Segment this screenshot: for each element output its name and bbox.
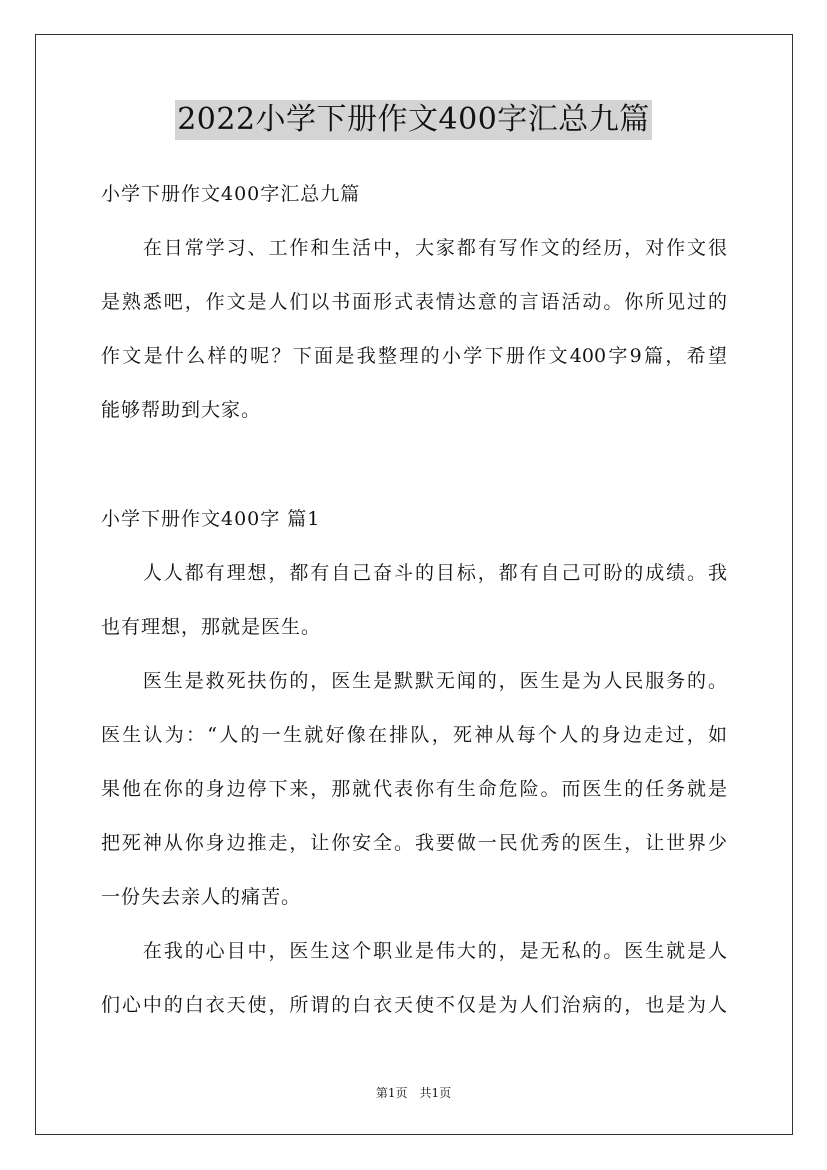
- paragraph-line: 是熟悉吧，作文是人们以书面形式表情达意的言语活动。你所见过的: [101, 291, 727, 313]
- paragraph-line: 医生是救死扶伤的，医生是默默无闻的，医生是为人民服务的。: [101, 670, 727, 692]
- paragraph-line: 一份失去亲人的痛苦。: [101, 886, 302, 908]
- paragraph-line: 医生认为：“人的一生就好像在排队，死神从每个人的身边走过，如: [101, 724, 727, 746]
- paragraph-line: 在日常学习、工作和生活中，大家都有写作文的经历，对作文很: [101, 237, 727, 259]
- paragraph-line: 人人都有理想，都有自己奋斗的目标，都有自己可盼的成绩。我: [101, 562, 727, 584]
- paragraph-line: 在我的心目中，医生这个职业是伟大的，是无私的。医生就是人: [101, 940, 727, 962]
- title-wrap: [0, 100, 827, 140]
- paragraph-line: 作文是什么样的呢？下面是我整理的小学下册作文400字9篇，希望: [101, 345, 727, 367]
- document-title: 2022小学下册作文400字汇总九篇: [175, 100, 652, 140]
- paragraph-line: 把死神从你身边推走，让你安全。我要做一民优秀的医生，让世界少: [101, 832, 727, 854]
- page-footer: 第1页 共1页: [375, 1086, 452, 1100]
- paragraph-line: 果他在你的身边停下来，那就代表你有生命危险。而医生的任务就是: [101, 778, 727, 800]
- section-heading: 小学下册作文400字 篇1: [101, 508, 321, 530]
- paragraph-line: 能够帮助到大家。: [101, 399, 262, 421]
- paragraph-line: 们心中的白衣天使，所谓的白衣天使不仅是为人们治病的，也是为人: [101, 994, 727, 1016]
- subtitle-line: 小学下册作文400字汇总九篇: [101, 183, 361, 205]
- paragraph-line: 也有理想，那就是医生。: [101, 616, 322, 638]
